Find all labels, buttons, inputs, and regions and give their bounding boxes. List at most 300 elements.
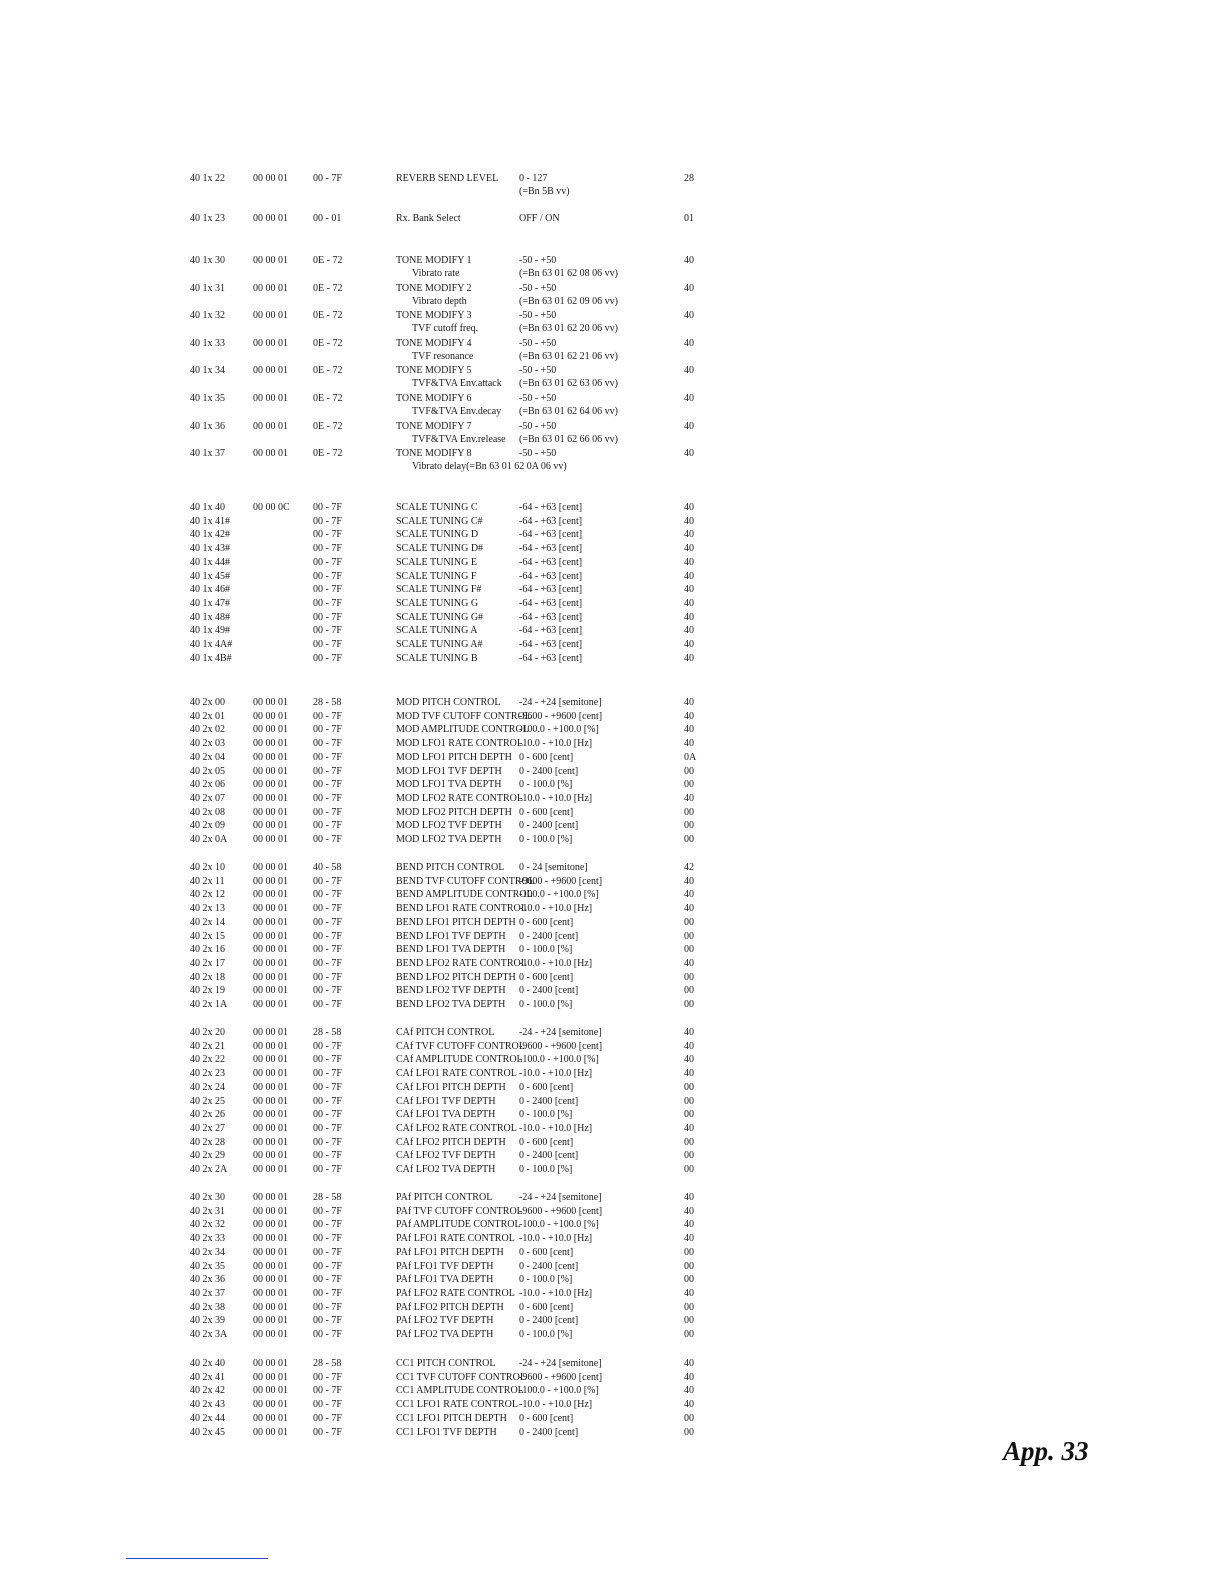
table-row bbox=[0, 1053, 1224, 1067]
value-range: 0 - 2400 [cent] bbox=[519, 1095, 579, 1107]
value-range: -64 - +63 [cent] bbox=[519, 502, 583, 513]
value-range: -9600 - +9600 [cent] bbox=[519, 1040, 603, 1052]
value-range: -100.0 - +100.0 [%] bbox=[519, 889, 599, 901]
parameter-name: BEND LFO1 TVA DEPTH bbox=[396, 944, 506, 956]
size: 00 00 01 bbox=[253, 903, 288, 915]
value-range: -10.0 - +10.0 [Hz] bbox=[519, 1399, 593, 1411]
table-row bbox=[0, 624, 1224, 638]
address: 40 2x 22 bbox=[190, 1054, 225, 1066]
parameter-name: PAf AMPLITUDE CONTROL bbox=[396, 1219, 521, 1231]
table-row bbox=[0, 309, 1224, 323]
default-value: 40 bbox=[684, 1068, 694, 1080]
value-range: -100.0 - +100.0 [%] bbox=[519, 1054, 599, 1066]
address: 40 2x 38 bbox=[190, 1301, 225, 1313]
midi-equivalent: (=Bn 5B vv) bbox=[519, 186, 570, 197]
default-value: 40 bbox=[684, 697, 694, 708]
size: 00 00 01 bbox=[253, 1274, 288, 1286]
value-range: 0 - 2400 [cent] bbox=[519, 1426, 579, 1438]
address: 40 2x 20 bbox=[190, 1027, 225, 1038]
value-range: -24 - +24 [semitone] bbox=[519, 1192, 602, 1203]
default-value: 40 bbox=[684, 597, 694, 609]
data-range: 0E - 72 bbox=[313, 365, 343, 377]
parameter-name: BEND LFO1 RATE CONTROL bbox=[396, 903, 527, 915]
value-range: -64 - +63 [cent] bbox=[519, 515, 583, 527]
address: 40 2x 33 bbox=[190, 1233, 225, 1245]
size: 00 00 01 bbox=[253, 820, 288, 832]
address: 40 2x 08 bbox=[190, 806, 225, 818]
size: 00 00 01 bbox=[253, 310, 288, 322]
address: 40 2x 06 bbox=[190, 779, 225, 791]
table-row bbox=[0, 778, 1224, 792]
value-range: -10.0 - +10.0 [Hz] bbox=[519, 1233, 593, 1245]
data-range: 00 - 7F bbox=[313, 792, 342, 804]
table-row bbox=[0, 930, 1224, 944]
size: 00 00 01 bbox=[253, 985, 288, 997]
table-row bbox=[0, 1191, 1224, 1205]
value-range: 0 - 600 [cent] bbox=[519, 806, 574, 818]
data-range: 00 - 7F bbox=[313, 1095, 342, 1107]
address: 40 1x 49# bbox=[190, 625, 230, 637]
data-range: 00 - 7F bbox=[313, 1315, 342, 1327]
value-range: 0 - 600 [cent] bbox=[519, 971, 574, 983]
default-value: 40 bbox=[684, 1122, 694, 1134]
value-range: -100.0 - +100.0 [%] bbox=[519, 724, 599, 736]
table-row bbox=[0, 1412, 1224, 1426]
table-row bbox=[0, 1246, 1224, 1260]
default-value: 40 bbox=[684, 556, 694, 568]
address: 40 1x 4B# bbox=[190, 652, 232, 664]
table-row bbox=[0, 282, 1224, 296]
default-value: 40 bbox=[684, 1219, 694, 1231]
address: 40 1x 43# bbox=[190, 543, 230, 555]
parameter-name: PAf LFO1 RATE CONTROL bbox=[396, 1233, 515, 1245]
default-value: 40 bbox=[684, 639, 694, 650]
size: 00 00 01 bbox=[253, 448, 288, 460]
size: 00 00 01 bbox=[253, 1287, 288, 1299]
data-range: 00 - 7F bbox=[313, 1122, 342, 1134]
parameter-name: CC1 AMPLITUDE CONTROL bbox=[396, 1385, 524, 1397]
value-range: -9600 - +9600 [cent] bbox=[519, 710, 603, 722]
midi-equivalent: (=Bn 63 01 62 21 06 vv) bbox=[519, 350, 618, 362]
address: 40 2x 24 bbox=[190, 1081, 225, 1093]
address: 40 2x 41 bbox=[190, 1371, 225, 1383]
data-range: 00 - 7F bbox=[313, 1371, 342, 1383]
default-value: 00 bbox=[684, 1081, 694, 1093]
midi-equivalent: (=Bn 63 01 62 08 06 vv) bbox=[519, 268, 618, 279]
table-row-subline bbox=[0, 433, 1224, 447]
default-value: 40 bbox=[684, 738, 694, 750]
size: 00 00 01 bbox=[253, 1426, 288, 1438]
default-value: 00 bbox=[684, 1329, 694, 1340]
parameter-name: CAf LFO2 RATE CONTROL bbox=[396, 1122, 517, 1134]
parameter-name: CAf AMPLITUDE CONTROL bbox=[396, 1054, 523, 1066]
address: 40 2x 32 bbox=[190, 1219, 225, 1231]
data-range: 00 - 7F bbox=[313, 597, 342, 609]
default-value: 40 bbox=[684, 365, 694, 377]
size: 00 00 01 bbox=[253, 1301, 288, 1313]
address: 40 2x 42 bbox=[190, 1385, 225, 1397]
address: 40 1x 34 bbox=[190, 365, 225, 377]
value-range: 0 - 600 [cent] bbox=[519, 1246, 574, 1258]
size: 00 00 01 bbox=[253, 255, 288, 266]
default-value: 40 bbox=[684, 502, 694, 513]
data-range: 28 - 58 bbox=[313, 1192, 342, 1203]
table-row bbox=[0, 570, 1224, 584]
address: 40 1x 42# bbox=[190, 529, 230, 541]
parameter-name: CC1 PITCH CONTROL bbox=[396, 1358, 496, 1369]
address: 40 2x 27 bbox=[190, 1122, 225, 1134]
data-range: 00 - 7F bbox=[313, 765, 342, 777]
parameter-name: CAf LFO1 TVF DEPTH bbox=[396, 1095, 496, 1107]
table-row bbox=[0, 172, 1224, 186]
table-row bbox=[0, 597, 1224, 611]
value-range: -50 - +50 bbox=[519, 448, 557, 460]
size: 00 00 01 bbox=[253, 697, 288, 708]
address: 40 1x 32 bbox=[190, 310, 225, 322]
data-range: 00 - 7F bbox=[313, 1164, 342, 1175]
default-value: 40 bbox=[684, 652, 694, 664]
default-value: 40 bbox=[684, 611, 694, 623]
table-row bbox=[0, 1149, 1224, 1163]
parameter-name: BEND AMPLITUDE CONTROL bbox=[396, 889, 533, 901]
address: 40 2x 10 bbox=[190, 862, 225, 873]
size: 00 00 0C bbox=[253, 502, 290, 513]
data-range: 00 - 7F bbox=[313, 1136, 342, 1148]
value-range: -64 - +63 [cent] bbox=[519, 597, 583, 609]
address: 40 2x 12 bbox=[190, 889, 225, 901]
data-range: 00 - 7F bbox=[313, 1287, 342, 1299]
parameter-name: PAf LFO1 PITCH DEPTH bbox=[396, 1246, 504, 1258]
table-row bbox=[0, 1314, 1224, 1328]
data-range: 00 - 7F bbox=[313, 916, 342, 928]
data-range: 00 - 7F bbox=[313, 1219, 342, 1231]
default-value: 00 bbox=[684, 1164, 694, 1175]
address: 40 2x 19 bbox=[190, 985, 225, 997]
table-row-subline bbox=[0, 267, 1224, 281]
default-value: 40 bbox=[684, 792, 694, 804]
table-row bbox=[0, 447, 1224, 461]
data-range: 00 - 7F bbox=[313, 611, 342, 623]
parameter-name: MOD LFO1 RATE CONTROL bbox=[396, 738, 523, 750]
value-range: -64 - +63 [cent] bbox=[519, 611, 583, 623]
address: 40 2x 28 bbox=[190, 1136, 225, 1148]
parameter-name: CC1 TVF CUTOFF CONTROL bbox=[396, 1371, 526, 1383]
value-range: 0 - 2400 [cent] bbox=[519, 1315, 579, 1327]
address: 40 1x 4A# bbox=[190, 639, 233, 650]
value-range: 0 - 100.0 [%] bbox=[519, 1109, 573, 1121]
data-range: 00 - 7F bbox=[313, 957, 342, 969]
data-range: 00 - 7F bbox=[313, 1068, 342, 1080]
midi-equivalent: (=Bn 63 01 62 09 06 vv) bbox=[519, 295, 618, 307]
default-value: 40 bbox=[684, 710, 694, 722]
default-value: 00 bbox=[684, 1412, 694, 1424]
address: 40 2x 14 bbox=[190, 916, 225, 928]
table-row bbox=[0, 1067, 1224, 1081]
value-range: 0 - 24 [semitone] bbox=[519, 862, 588, 873]
value-range: -64 - +63 [cent] bbox=[519, 639, 583, 650]
table-row bbox=[0, 392, 1224, 406]
size: 00 00 01 bbox=[253, 862, 288, 873]
default-value: 40 bbox=[684, 625, 694, 637]
value-range: -10.0 - +10.0 [Hz] bbox=[519, 792, 593, 804]
table-row bbox=[0, 515, 1224, 529]
default-value: 00 bbox=[684, 1150, 694, 1162]
address: 40 2x 0A bbox=[190, 834, 228, 845]
default-value: 00 bbox=[684, 916, 694, 928]
default-value: 00 bbox=[684, 1246, 694, 1258]
value-range: -50 - +50 bbox=[519, 337, 557, 349]
size: 00 00 01 bbox=[253, 1136, 288, 1148]
size: 00 00 01 bbox=[253, 1068, 288, 1080]
table-row bbox=[0, 652, 1224, 666]
default-value: 00 bbox=[684, 1274, 694, 1286]
size: 00 00 01 bbox=[253, 1412, 288, 1424]
data-range: 00 - 7F bbox=[313, 930, 342, 942]
address: 40 2x 09 bbox=[190, 820, 225, 832]
default-value: 40 bbox=[684, 875, 694, 887]
parameter-name: TONE MODIFY 6 bbox=[396, 393, 472, 404]
value-range: 0 - 2400 [cent] bbox=[519, 930, 579, 942]
table-row bbox=[0, 737, 1224, 751]
address: 40 2x 35 bbox=[190, 1260, 225, 1272]
value-range: -50 - +50 bbox=[519, 255, 557, 266]
size: 00 00 01 bbox=[253, 999, 288, 1010]
value-range: -64 - +63 [cent] bbox=[519, 556, 583, 568]
default-value: 40 bbox=[684, 393, 694, 404]
size: 00 00 01 bbox=[253, 930, 288, 942]
default-value: 40 bbox=[684, 1371, 694, 1383]
size: 00 00 01 bbox=[253, 1246, 288, 1258]
parameter-name: BEND LFO1 TVF DEPTH bbox=[396, 930, 506, 942]
size: 00 00 01 bbox=[253, 1260, 288, 1272]
address: 40 2x 17 bbox=[190, 957, 225, 969]
default-value: 40 bbox=[684, 515, 694, 527]
default-value: 00 bbox=[684, 930, 694, 942]
data-range: 00 - 7F bbox=[313, 779, 342, 791]
table-row bbox=[0, 337, 1224, 351]
default-value: 00 bbox=[684, 1260, 694, 1272]
table-row bbox=[0, 984, 1224, 998]
data-range: 00 - 7F bbox=[313, 875, 342, 887]
value-range: -50 - +50 bbox=[519, 365, 557, 377]
parameter-name: BEND LFO2 TVF DEPTH bbox=[396, 985, 506, 997]
address: 40 2x 23 bbox=[190, 1068, 225, 1080]
data-range: 00 - 7F bbox=[313, 1399, 342, 1411]
parameter-name: CC1 LFO1 TVF DEPTH bbox=[396, 1426, 497, 1438]
midi-equivalent: (=Bn 63 01 62 66 06 vv) bbox=[519, 433, 618, 445]
size: 00 00 01 bbox=[253, 1027, 288, 1038]
default-value: 40 bbox=[684, 1399, 694, 1411]
default-value: 00 bbox=[684, 985, 694, 997]
value-range: -50 - +50 bbox=[519, 310, 557, 322]
default-value: 40 bbox=[684, 337, 694, 349]
parameter-name: MOD AMPLITUDE CONTROL bbox=[396, 724, 529, 736]
parameter-name: Rx. Bank Select bbox=[396, 213, 461, 224]
table-row bbox=[0, 751, 1224, 765]
parameter-name: MOD LFO2 PITCH DEPTH bbox=[396, 806, 512, 818]
table-row bbox=[0, 611, 1224, 625]
data-range: 00 - 7F bbox=[313, 985, 342, 997]
data-range: 40 - 58 bbox=[313, 862, 342, 873]
table-row-subline bbox=[0, 460, 1224, 474]
parameter-name: SCALE TUNING D bbox=[396, 529, 479, 541]
value-range: -10.0 - +10.0 [Hz] bbox=[519, 1122, 593, 1134]
size: 00 00 01 bbox=[253, 1109, 288, 1121]
data-range: 28 - 58 bbox=[313, 697, 342, 708]
default-value: 40 bbox=[684, 1205, 694, 1217]
default-value: 00 bbox=[684, 1426, 694, 1438]
data-range: 00 - 7F bbox=[313, 903, 342, 915]
address: 40 2x 02 bbox=[190, 724, 225, 736]
data-range: 00 - 7F bbox=[313, 820, 342, 832]
value-range: -50 - +50 bbox=[519, 393, 557, 404]
address: 40 2x 36 bbox=[190, 1274, 225, 1286]
table-row-subline bbox=[0, 295, 1224, 309]
data-range: 00 - 7F bbox=[313, 556, 342, 568]
parameter-name: PAf PITCH CONTROL bbox=[396, 1192, 493, 1203]
address: 40 1x 47# bbox=[190, 597, 230, 609]
value-range: OFF / ON bbox=[519, 213, 560, 224]
parameter-name: BEND LFO1 PITCH DEPTH bbox=[396, 916, 516, 928]
table-row bbox=[0, 916, 1224, 930]
size: 00 00 01 bbox=[253, 724, 288, 736]
default-value: 40 bbox=[684, 282, 694, 294]
size: 00 00 01 bbox=[253, 779, 288, 791]
value-range: -9600 - +9600 [cent] bbox=[519, 875, 603, 887]
table-row bbox=[0, 1163, 1224, 1177]
size: 00 00 01 bbox=[253, 1315, 288, 1327]
default-value: 00 bbox=[684, 765, 694, 777]
table-row bbox=[0, 1371, 1224, 1385]
table-row bbox=[0, 723, 1224, 737]
parameter-name: REVERB SEND LEVEL bbox=[396, 173, 499, 184]
address: 40 1x 36 bbox=[190, 420, 225, 432]
parameter-name: SCALE TUNING E bbox=[396, 556, 477, 568]
data-range: 00 - 7F bbox=[313, 1426, 342, 1438]
parameter-name: MOD PITCH CONTROL bbox=[396, 697, 501, 708]
parameter-name: BEND PITCH CONTROL bbox=[396, 862, 505, 873]
parameter-name: CAf PITCH CONTROL bbox=[396, 1027, 495, 1038]
data-range: 00 - 7F bbox=[313, 515, 342, 527]
address: 40 1x 46# bbox=[190, 584, 230, 596]
address: 40 2x 18 bbox=[190, 971, 225, 983]
value-range: -64 - +63 [cent] bbox=[519, 625, 583, 637]
address: 40 2x 21 bbox=[190, 1040, 225, 1052]
data-range: 00 - 7F bbox=[313, 1081, 342, 1093]
data-range: 00 - 7F bbox=[313, 751, 342, 763]
default-value: 40 bbox=[684, 957, 694, 969]
table-row bbox=[0, 1398, 1224, 1412]
parameter-name: SCALE TUNING C# bbox=[396, 515, 483, 527]
size: 00 00 01 bbox=[253, 1150, 288, 1162]
size: 00 00 01 bbox=[253, 1095, 288, 1107]
value-range: -64 - +63 [cent] bbox=[519, 529, 583, 541]
data-range: 28 - 58 bbox=[313, 1358, 342, 1369]
data-range: 00 - 7F bbox=[313, 173, 342, 184]
value-range: 0 - 100.0 [%] bbox=[519, 779, 573, 791]
parameter-name: CAf LFO2 TVA DEPTH bbox=[396, 1164, 496, 1175]
size: 00 00 01 bbox=[253, 971, 288, 983]
data-range: 00 - 7F bbox=[313, 834, 342, 845]
value-range: 0 - 127 bbox=[519, 173, 548, 184]
size: 00 00 01 bbox=[253, 751, 288, 763]
default-value: 40 bbox=[684, 1040, 694, 1052]
address: 40 1x 40 bbox=[190, 502, 225, 513]
address: 40 2x 05 bbox=[190, 765, 225, 777]
table-row bbox=[0, 1260, 1224, 1274]
value-range: 0 - 100.0 [%] bbox=[519, 1274, 573, 1286]
parameter-subtitle: Vibrato delay(=Bn 63 01 62 0A 06 vv) bbox=[412, 461, 567, 473]
table-row bbox=[0, 583, 1224, 597]
table-row bbox=[0, 806, 1224, 820]
data-range: 00 - 7F bbox=[313, 1205, 342, 1217]
address: 40 1x 33 bbox=[190, 337, 225, 349]
default-value: 00 bbox=[684, 779, 694, 791]
parameter-name: TONE MODIFY 1 bbox=[396, 255, 472, 266]
size: 00 00 01 bbox=[253, 1233, 288, 1245]
value-range: 0 - 600 [cent] bbox=[519, 751, 574, 763]
default-value: 40 bbox=[684, 1054, 694, 1066]
default-value: 00 bbox=[684, 1095, 694, 1107]
default-value: 40 bbox=[684, 310, 694, 322]
table-row bbox=[0, 1287, 1224, 1301]
data-range: 00 - 7F bbox=[313, 710, 342, 722]
address: 40 2x 3A bbox=[190, 1329, 228, 1340]
data-range: 0E - 72 bbox=[313, 420, 343, 432]
parameter-name: CAf LFO2 PITCH DEPTH bbox=[396, 1136, 506, 1148]
parameter-name: SCALE TUNING F# bbox=[396, 584, 482, 596]
address: 40 2x 03 bbox=[190, 738, 225, 750]
size: 00 00 01 bbox=[253, 1329, 288, 1340]
table-row bbox=[0, 833, 1224, 847]
parameter-name: SCALE TUNING B bbox=[396, 652, 478, 664]
address: 40 2x 39 bbox=[190, 1315, 225, 1327]
default-value: 40 bbox=[684, 420, 694, 432]
parameter-subtitle: TVF&TVA Env.attack bbox=[412, 378, 502, 390]
table-row bbox=[0, 1122, 1224, 1136]
data-range: 00 - 7F bbox=[313, 738, 342, 750]
value-range: -64 - +63 [cent] bbox=[519, 543, 583, 555]
table-row bbox=[0, 542, 1224, 556]
table-row bbox=[0, 943, 1224, 957]
table-row bbox=[0, 710, 1224, 724]
default-value: 40 bbox=[684, 1358, 694, 1369]
size: 00 00 01 bbox=[253, 213, 288, 224]
size: 00 00 01 bbox=[253, 875, 288, 887]
size: 00 00 01 bbox=[253, 806, 288, 818]
address: 40 1x 23 bbox=[190, 213, 225, 224]
value-range: -100.0 - +100.0 [%] bbox=[519, 1219, 599, 1231]
address: 40 1x 30 bbox=[190, 255, 225, 266]
parameter-name: MOD LFO1 PITCH DEPTH bbox=[396, 751, 512, 763]
default-value: 40 bbox=[684, 1192, 694, 1203]
value-range: -24 - +24 [semitone] bbox=[519, 1027, 602, 1038]
address: 40 2x 04 bbox=[190, 751, 225, 763]
value-range: 0 - 2400 [cent] bbox=[519, 1150, 579, 1162]
address: 40 2x 2A bbox=[190, 1164, 228, 1175]
data-range: 00 - 7F bbox=[313, 999, 342, 1010]
data-range: 00 - 7F bbox=[313, 1301, 342, 1313]
value-range: 0 - 100.0 [%] bbox=[519, 834, 573, 845]
address: 40 2x 25 bbox=[190, 1095, 225, 1107]
value-range: 0 - 600 [cent] bbox=[519, 1412, 574, 1424]
parameter-name: CC1 LFO1 RATE CONTROL bbox=[396, 1399, 518, 1411]
value-range: 0 - 600 [cent] bbox=[519, 1081, 574, 1093]
parameter-name: BEND LFO2 RATE CONTROL bbox=[396, 957, 527, 969]
value-range: 0 - 100.0 [%] bbox=[519, 999, 573, 1010]
data-range: 00 - 7F bbox=[313, 584, 342, 596]
address: 40 2x 37 bbox=[190, 1287, 225, 1299]
